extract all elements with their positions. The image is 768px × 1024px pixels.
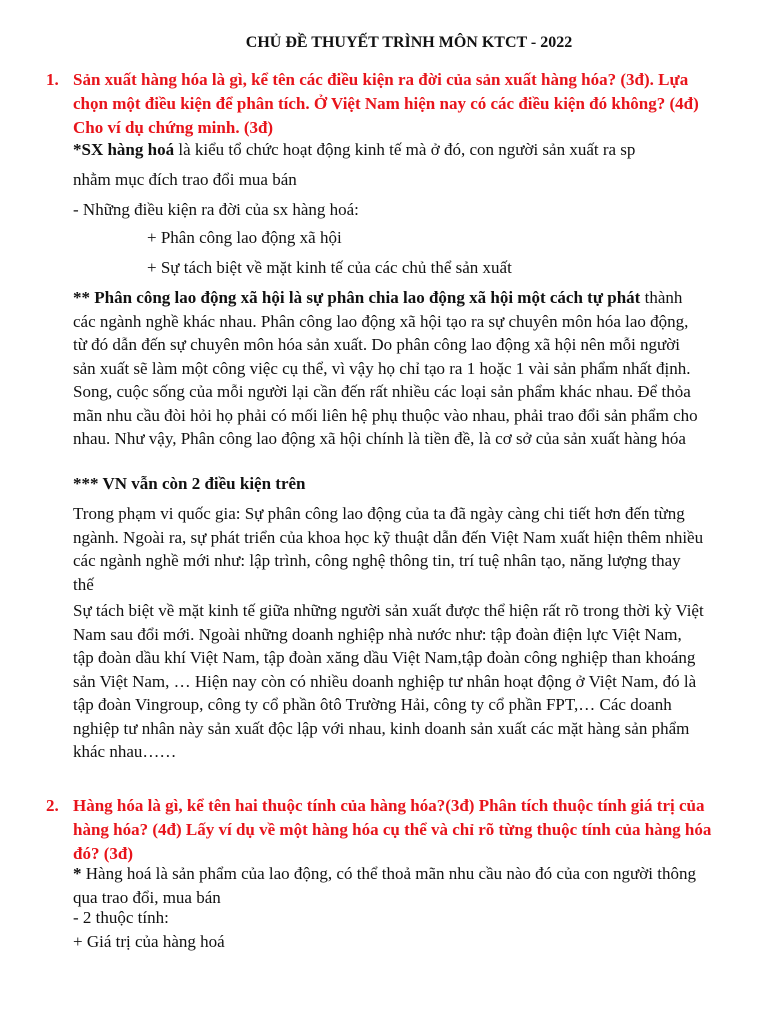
q2-definition-star: *	[73, 864, 82, 883]
q1-conditions-intro: - Những điều kiện ra đời của sx hàng hoá:	[73, 200, 359, 219]
question-2-number: 2.	[46, 796, 59, 815]
question-1-text: Sản xuất hàng hóa là gì, kể tên các điều kiện ra đời của sản xuất hàng hóa? (3đ). Lựa chọn một điều kiện để phân tích. Ở Việt Nam hiện nay có các điều kiện đó không? (4đ) Cho ví dụ chứng minh. (3đ)	[73, 70, 699, 137]
q1-definition-text: là kiểu tổ chức hoạt động kinh tế mà ở đó, con người sản xuất ra sp	[174, 140, 636, 159]
q1-definition	[73, 140, 635, 160]
q1-vn-heading	[73, 474, 306, 494]
q1-analysis	[73, 286, 705, 451]
q1-vn-paragraph-1: Trong phạm vi quốc gia: Sự phân công lao động của ta đã ngày càng chi tiết hơn đến từng ngành. Ngoài ra, sự phát triển của khoa học kỹ thuật dẫn đến Việt Nam xuất hiện thêm nhiều các ngành nghề mới như: lập trình, công nghệ thông tin, trí tuệ nhân tạo, năng lượng thay thế	[73, 504, 704, 594]
question-2-text: Hàng hóa là gì, kể tên hai thuộc tính của hàng hóa?(3đ) Phân tích thuộc tính giá trị của hàng hóa? (4đ) Lấy ví dụ về một hàng hóa cụ thể và chỉ rõ từng thuộc tính của hàng hóa đó? (3đ)	[73, 796, 712, 863]
q2-attributes-intro: - 2 thuộc tính:	[73, 908, 169, 927]
q1-analysis-body: thành các ngành nghề khác nhau. Phân công lao động xã hội tạo ra sự chuyên môn hóa lao động, từ đó dẫn đến sự chuyên môn hóa sản xuất. Do phân công lao động xã hội nên mỗi người sản xuất sẽ làm một công việc cụ thể, vì vậy họ chỉ tạo ra 1 hoặc 1 vài sản phẩm nhất định. Song, cuộc sống của mỗi người lại cần đến rất nhiều các loại sản phẩm khác nhau. Để thỏa mãn nhu cầu đòi hỏi họ phải có mối liên hệ phụ thuộc vào nhau, phải trao đổi sản phẩm cho nhau. Như vậy, Phân công lao động xã hội chính là tiền đề, là cơ sở của sản xuất hàng hóa	[73, 288, 698, 448]
q2-definition	[73, 862, 705, 909]
q1-vn-heading-text: *** VN vẫn còn 2 điều kiện trên	[73, 474, 306, 493]
q2-definition-text: Hàng hoá là sản phẩm của lao động, có thể thoả mãn nhu cầu nào đó của con người thông qua trao đổi, mua bán	[73, 864, 696, 907]
q1-condition-1: + Phân công lao động xã hội	[147, 228, 342, 247]
q1-definition-line-2: nhằm mục đích trao đổi mua bán	[73, 170, 297, 189]
q1-analysis-lead: ** Phân công lao động xã hội là sự phân chia lao động xã hội một cách tự phát	[73, 288, 641, 307]
document-title: CHỦ ĐỀ THUYẾT TRÌNH MÔN KTCT - 2022	[245, 34, 573, 51]
q1-condition-2: + Sự tách biệt về mặt kinh tế của các chủ thể sản xuất	[147, 258, 512, 277]
q1-definition-term: *SX hàng hoá	[73, 140, 175, 159]
q2-attribute-1: + Giá trị của hàng hoá	[73, 932, 225, 951]
question-1-number: 1.	[46, 70, 59, 89]
q1-vn-paragraph-2: Sự tách biệt về mặt kinh tế giữa những người sản xuất được thể hiện rất rõ trong thời kỳ Việt Nam sau đổi mới. Ngoài những doanh nghiệp nhà nước như: tập đoàn điện lực Việt Nam, tập đoàn dầu khí Việt Nam, tập đoàn xăng dầu Việt Nam,tập đoàn công nghiệp than khoáng sản Việt Nam, … Hiện nay còn có nhiều doanh nghiệp tư nhân hoạt động ở Việt Nam, đó là tập đoàn Vingroup, công ty cổ phần ôtô Trường Hải, công ty cổ phần FPT,… Các doanh nghiệp tư nhân này sản xuất độc lập với nhau, kinh doanh sản xuất các mặt hàng sản phẩm khác nhau……	[73, 601, 704, 761]
